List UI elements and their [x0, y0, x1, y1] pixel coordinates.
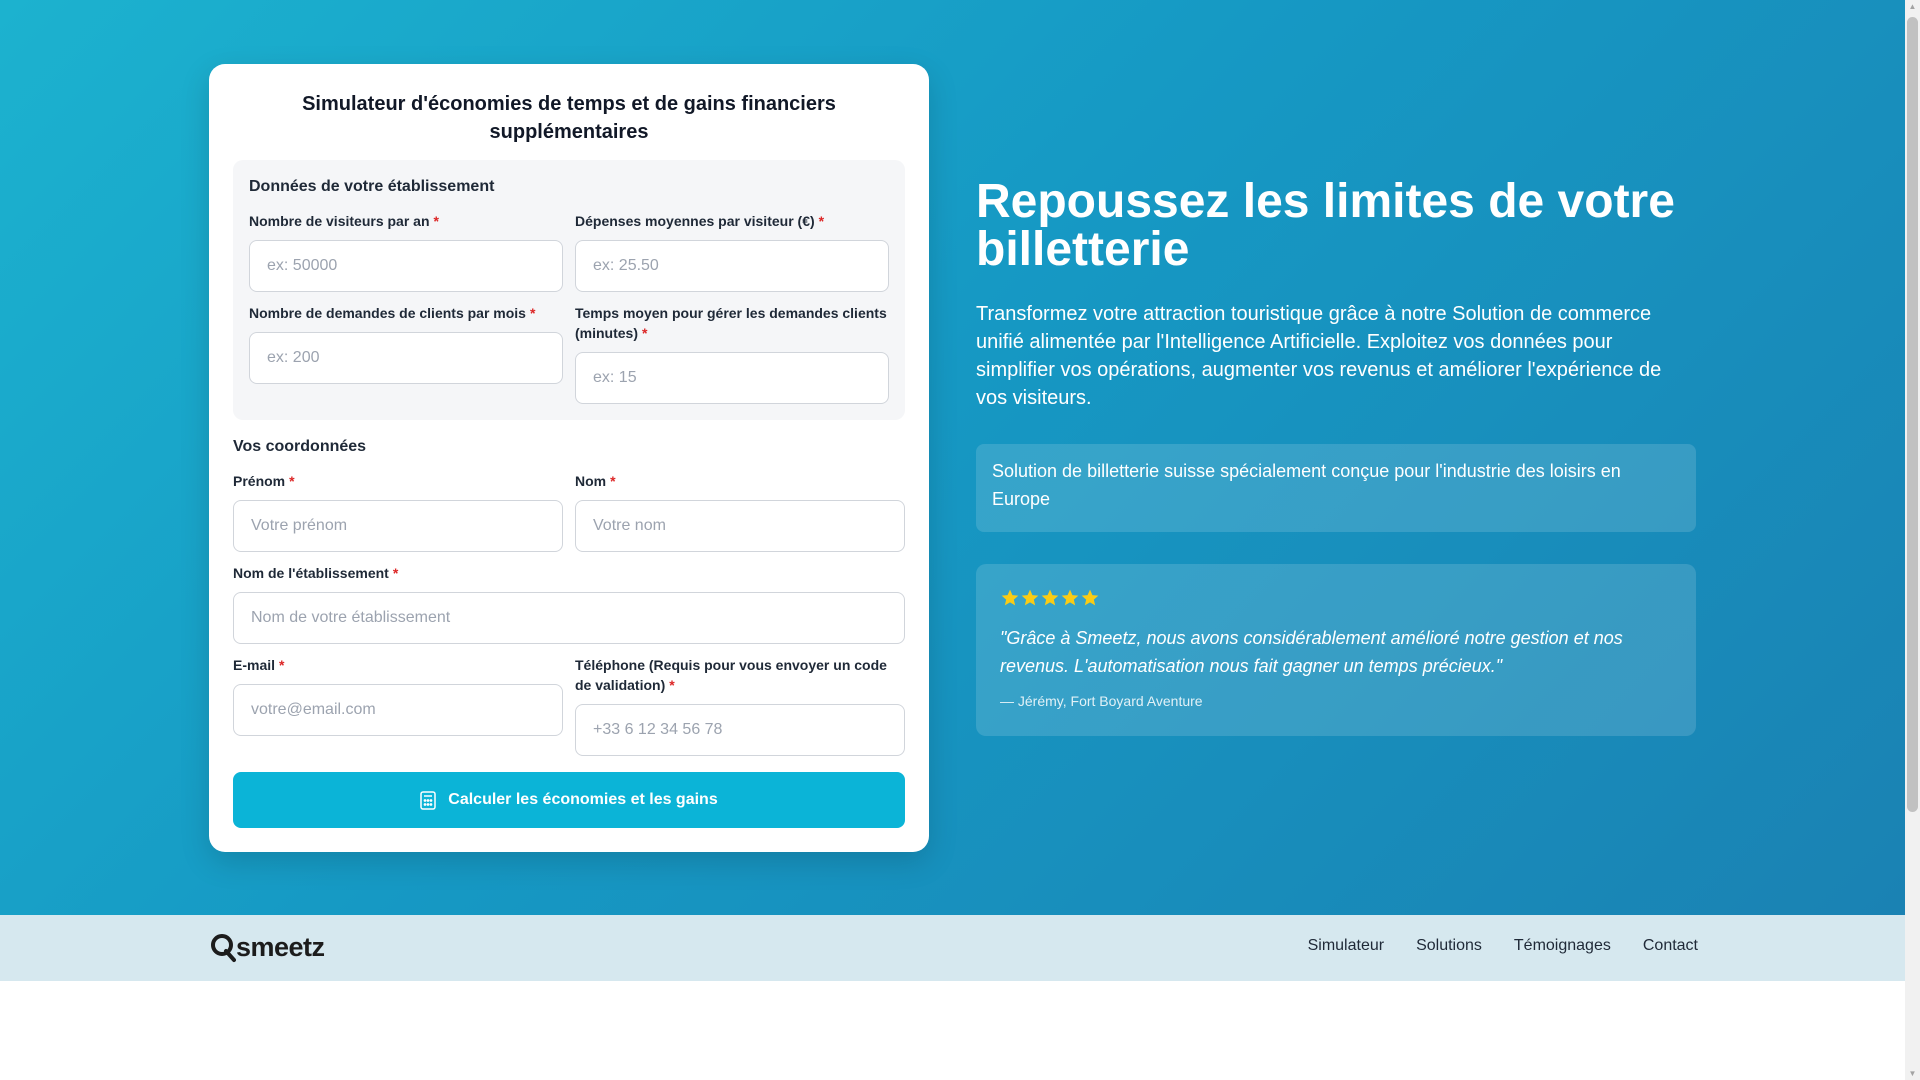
scrollbar-thumb[interactable] — [1907, 17, 1918, 812]
visitors-input[interactable] — [249, 240, 563, 292]
info-banner: Solution de billetterie suisse spécialement conçue pour l'industrie des loisirs en Europe — [976, 444, 1696, 532]
logo-mark-icon — [210, 933, 236, 963]
star-icon — [1040, 588, 1060, 608]
establishment-name-input[interactable] — [233, 592, 905, 644]
scroll-down-arrow-icon[interactable]: ▼ — [1908, 1069, 1917, 1078]
hero-lead: Transformez votre attraction touristique grâce à notre Solution de commerce unifié alimentée par l'Intelligence Artificielle. Exploitez vos données pour simplifier vos opérations, augmenter vos revenus et améliorer l'expérience de vos visiteurs. — [976, 303, 1662, 409]
required-marker: * — [289, 473, 295, 489]
testimonial-author: — Jérémy, Fort Boyard Aventure — [1000, 693, 1203, 709]
required-marker: * — [529, 305, 536, 321]
required-marker: * — [392, 565, 399, 581]
footer-nav — [1308, 937, 1698, 955]
calculate-button-label: Calculer les économies et les gains — [448, 791, 718, 808]
time-label: Temps moyen pour gérer les demandes clients (minutes) * — [575, 305, 887, 341]
lastname-label: Nom * — [575, 473, 616, 489]
nav-link-solutions[interactable]: Solutions — [1416, 937, 1482, 954]
phone-label: Téléphone (Requis pour vous envoyer un code de validation) * — [575, 657, 887, 693]
required-marker: * — [279, 657, 285, 673]
star-rating — [1000, 588, 1100, 608]
lastname-input[interactable] — [575, 500, 905, 552]
required-marker: * — [818, 213, 825, 229]
footer-bar — [0, 915, 1905, 981]
required-marker: * — [642, 325, 648, 341]
nav-link-temoignages[interactable]: Témoignages — [1513, 937, 1611, 954]
calculator-icon — [420, 791, 436, 810]
requests-input[interactable] — [249, 332, 563, 384]
contact-section-title: Vos coordonnées — [233, 438, 367, 455]
testimonial-quote: "Grâce à Smeetz, nous avons considérablement amélioré notre gestion et nos revenus. L'automatisation nous fait gagner un temps précieux." — [1000, 628, 1623, 676]
star-icon — [1080, 588, 1100, 608]
scroll-up-arrow-icon[interactable]: ▲ — [1908, 2, 1917, 11]
form-title: Simulateur d'économies de temps et de gains financiers supplémentaires — [302, 93, 836, 143]
required-marker: * — [610, 473, 616, 489]
calculate-button[interactable] — [233, 772, 905, 828]
establishment-name-label: Nom de l'établissement * — [233, 565, 399, 581]
visitors-label: Nombre de visiteurs par an * — [249, 213, 439, 229]
spend-input[interactable] — [575, 240, 889, 292]
testimonial-card — [976, 564, 1696, 736]
required-marker: * — [669, 677, 675, 693]
firstname-label: Prénom * — [233, 473, 295, 489]
nav-link-simulateur[interactable]: Simulateur — [1307, 937, 1385, 954]
firstname-input[interactable] — [233, 500, 563, 552]
phone-input[interactable] — [575, 704, 905, 756]
smeetz-logo[interactable] — [210, 932, 325, 963]
email-input[interactable] — [233, 684, 563, 736]
required-marker: * — [433, 213, 439, 229]
simulator-form-card — [209, 64, 929, 852]
vertical-scrollbar[interactable] — [1905, 0, 1920, 1080]
hero-headline: Repoussez les limites de votre billetterie — [976, 175, 1675, 276]
establishment-section-title: Données de votre établissement — [249, 178, 495, 195]
requests-label: Nombre de demandes de clients par mois * — [249, 305, 536, 321]
logo-text: smeetz — [236, 932, 325, 962]
time-input[interactable] — [575, 352, 889, 404]
star-icon — [1000, 588, 1020, 608]
email-label: E-mail * — [233, 657, 285, 673]
nav-link-contact[interactable]: Contact — [1642, 937, 1698, 954]
star-icon — [1060, 588, 1080, 608]
spend-label: Dépenses moyennes par visiteur (€) * — [575, 213, 825, 229]
star-icon — [1020, 588, 1040, 608]
